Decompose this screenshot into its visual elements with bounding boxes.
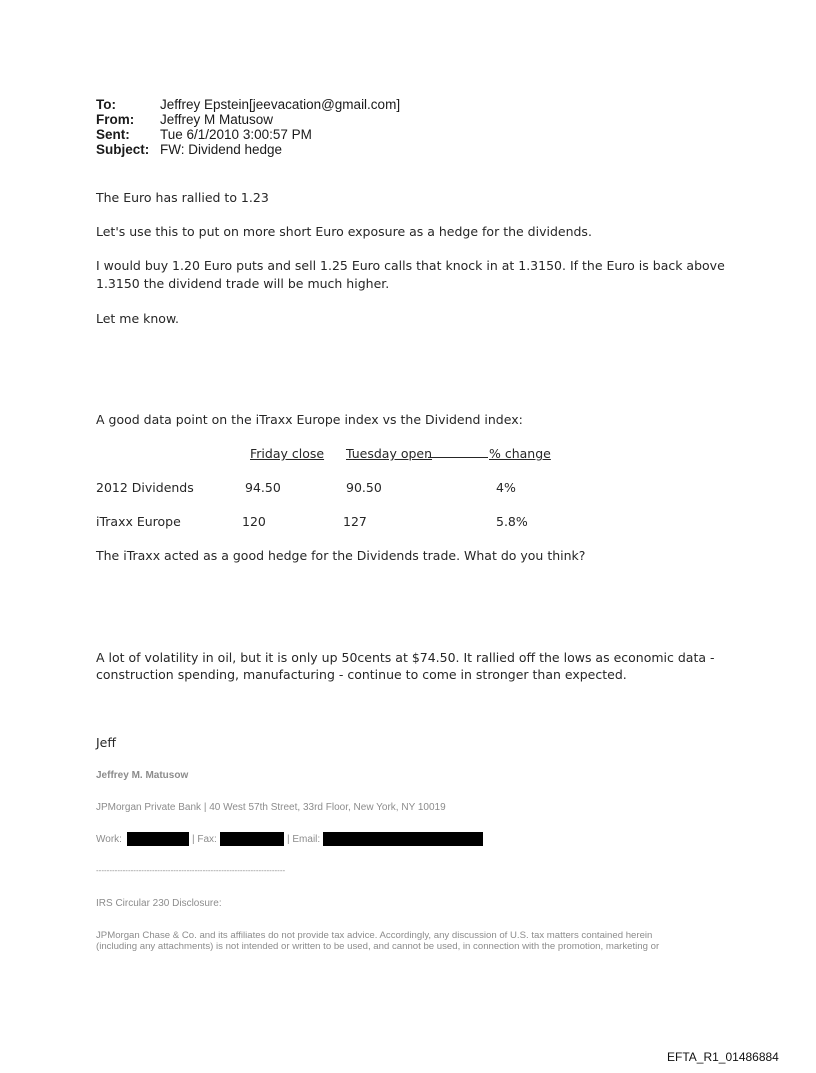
from-label: From:	[96, 112, 135, 127]
paragraph-itraxx-intro: A good data point on the iTraxx Europe index vs the Dividend index:	[96, 412, 523, 427]
row-tuesday: 127	[343, 514, 367, 529]
row-friday: 120	[242, 514, 266, 529]
irs-disclosure-line1: JPMorgan Chase & Co. and its affiliates do not provide tax advice. Accordingly, any discussion of U.S. tax matters contained herein	[96, 930, 653, 941]
signature-divider: -----------------------------------------------------------------------	[96, 866, 286, 875]
paragraph-euro-rally: The Euro has rallied to 1.23	[96, 190, 269, 205]
email-label: | Email:	[287, 834, 321, 845]
redaction-work	[127, 832, 189, 846]
from-value: Jeffrey M Matusow	[160, 112, 274, 127]
table-header-change: % change	[489, 446, 551, 461]
paragraph-oil-line2: construction spending, manufacturing - continue to come in stronger than expected.	[96, 667, 627, 682]
irs-title: IRS Circular 230 Disclosure:	[96, 898, 222, 909]
row-tuesday: 90.50	[346, 480, 382, 495]
signature-name: Jeffrey M. Matusow	[96, 770, 189, 781]
signature-address: JPMorgan Private Bank | 40 West 57th Street, 33rd Floor, New York, NY 10019	[96, 802, 446, 813]
paragraph-buy-puts-line2: 1.3150 the dividend trade will be much higher.	[96, 276, 390, 291]
redaction-fax	[220, 832, 284, 846]
table-header-tuesday: Tuesday open	[346, 446, 433, 461]
table-header-underline-gap	[428, 457, 488, 458]
row-label: 2012 Dividends	[96, 480, 194, 495]
redaction-email	[323, 832, 483, 846]
subject-value: FW: Dividend hedge	[160, 142, 283, 157]
to-value: Jeffrey Epstein[jeevacation@gmail.com]	[160, 97, 401, 112]
paragraph-itraxx-hedge: The iTraxx acted as a good hedge for the Dividends trade. What do you think?	[96, 548, 586, 563]
subject-label: Subject:	[96, 142, 150, 157]
to-label: To:	[96, 97, 116, 112]
fax-label: | Fax:	[192, 834, 217, 845]
paragraph-short-euro: Let's use this to put on more short Euro exposure as a hedge for the dividends.	[96, 224, 592, 239]
paragraph-let-me-know: Let me know.	[96, 311, 180, 326]
table-header-friday: Friday close	[250, 446, 325, 461]
row-label: iTraxx Europe	[96, 514, 181, 529]
row-change: 4%	[496, 480, 516, 495]
irs-disclosure-line2: (including any attachments) is not intended or written to be used, and cannot be used, in connection with the promotion, marketing or	[96, 941, 660, 952]
paragraph-oil-line1: A lot of volatility in oil, but it is only up 50cents at $74.50. It rallied off the lows as economic data -	[96, 650, 715, 665]
closing-name: Jeff	[96, 735, 116, 750]
row-friday: 94.50	[245, 480, 281, 495]
row-change: 5.8%	[496, 514, 528, 529]
work-label: Work:	[96, 834, 122, 845]
sent-label: Sent:	[96, 127, 130, 142]
paragraph-buy-puts-line1: I would buy 1.20 Euro puts and sell 1.25 Euro calls that knock in at 1.3150. If the Euro is back above	[96, 258, 725, 273]
document-id: EFTA_R1_01486884	[667, 1050, 779, 1064]
sent-value: Tue 6/1/2010 3:00:57 PM	[160, 127, 312, 142]
